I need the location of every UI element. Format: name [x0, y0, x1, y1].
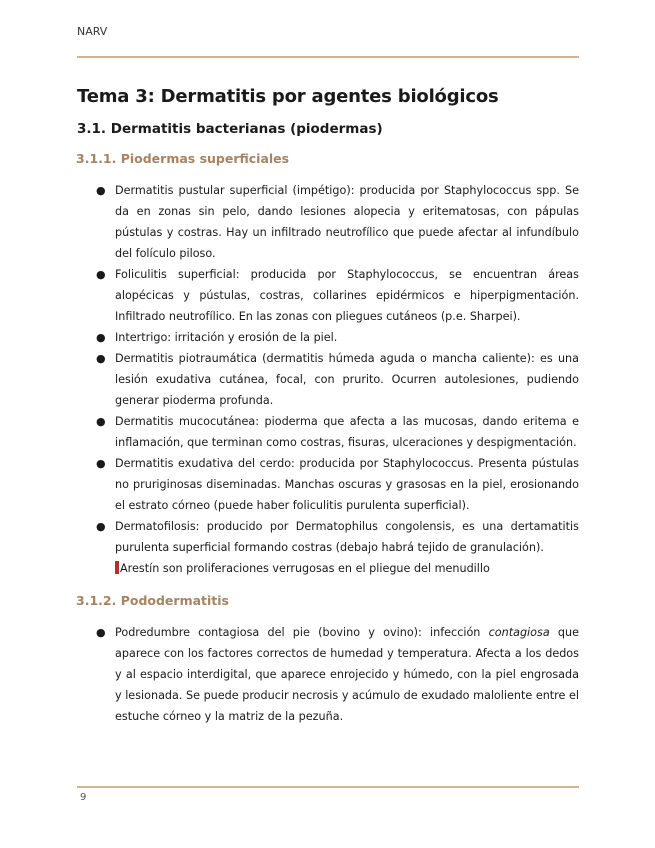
bullet-icon: ● [96, 331, 106, 344]
section-heading: 3.1. Dermatitis bacterianas (piodermas) [77, 121, 383, 137]
bullet-icon: ● [96, 626, 106, 639]
subsection-heading-piodermas: 3.1.1. Piodermas superficiales [76, 151, 290, 166]
list-item: ● Dermatitis piotraumática (dermatitis húmeda aguda o mancha caliente): es una lesión exudativa cutánea, focal, con prurito. Ocurren autolesiones, pudiendo generar pioderma profunda. [77, 348, 579, 411]
subsection-heading-pododermatitis: 3.1.2. Pododermatitis [76, 593, 229, 608]
document-body [77, 86, 579, 741]
bullet-icon: ● [96, 415, 106, 428]
text-cursor-marker [115, 561, 119, 574]
list-item: ● Dermatitis pustular superficial (impétigo): producida por Staphylococcus spp. Se da en zonas sin pelo, dando lesiones alopecia y eritematosas, con pápulas pústulas y costras. Hay un infiltrado neutrofílico que puede afectar al infundíbulo del folículo piloso. [77, 180, 579, 264]
list-item: ● Foliculitis superficial: producida por Staphylococcus, se encuentran áreas alopécicas y pústulas, costras, collarines epidérmicos e hiperpigmentación. Infiltrado neutrofílico. En las zonas con pliegues cutáneos (p.e. Sharpei). [77, 264, 579, 327]
footer-divider [77, 786, 579, 788]
list-item: ● Dermatofilosis: producido por Dermatophilus congolensis, es una dertamatitis purulenta superficial formando costras (debajo habrá tejido de granulación). Arestín son proliferaciones verrugosas en el pliegue del menudillo [77, 516, 579, 579]
header-divider [77, 56, 579, 58]
list-item: ● Dermatitis exudativa del cerdo: producida por Staphylococcus. Presenta pústulas no pruriginosas diseminadas. Manchas oscuras y grasosas en la piel, erosionando el estrato córneo (puede haber foliculitis purulenta superficial). [77, 453, 579, 516]
page-title: Tema 3: Dermatitis por agentes biológicos [77, 86, 499, 107]
italic-term: contagiosa [488, 626, 550, 639]
list-item: ● Podredumbre contagiosa del pie (bovino y ovino): infección contagiosa que aparece con los factores correctos de humedad y temperatura. Afecta a los dedos y al espacio interdigital, que aparece enrojecido y húmedo, con la piel engrosada y lesionada. Se puede producir necrosis y acúmulo de exudado maloliente entre el estuche córneo y la matriz de la pezuña. [77, 622, 579, 727]
bullet-list-pododermatitis [77, 622, 579, 727]
list-item: ● Dermatitis mucocutánea: pioderma que afecta a las mucosas, dando eritema e inflamación, que terminan como costras, fisuras, ulceraciones y despigmentación. [77, 411, 579, 453]
bullet-icon: ● [96, 352, 106, 365]
list-item: ● Intertrigo: irritación y erosión de la piel. [77, 327, 579, 348]
bullet-icon: ● [96, 184, 106, 197]
running-header: NARV [77, 25, 108, 38]
bullet-icon: ● [96, 520, 106, 533]
page-number: 9 [80, 792, 87, 803]
bullet-list-piodermas [77, 180, 579, 579]
bullet-icon: ● [96, 457, 106, 470]
bullet-icon: ● [96, 268, 106, 281]
list-item-continuation: Arestín son proliferaciones verrugosas en el pliegue del menudillo [120, 562, 490, 575]
